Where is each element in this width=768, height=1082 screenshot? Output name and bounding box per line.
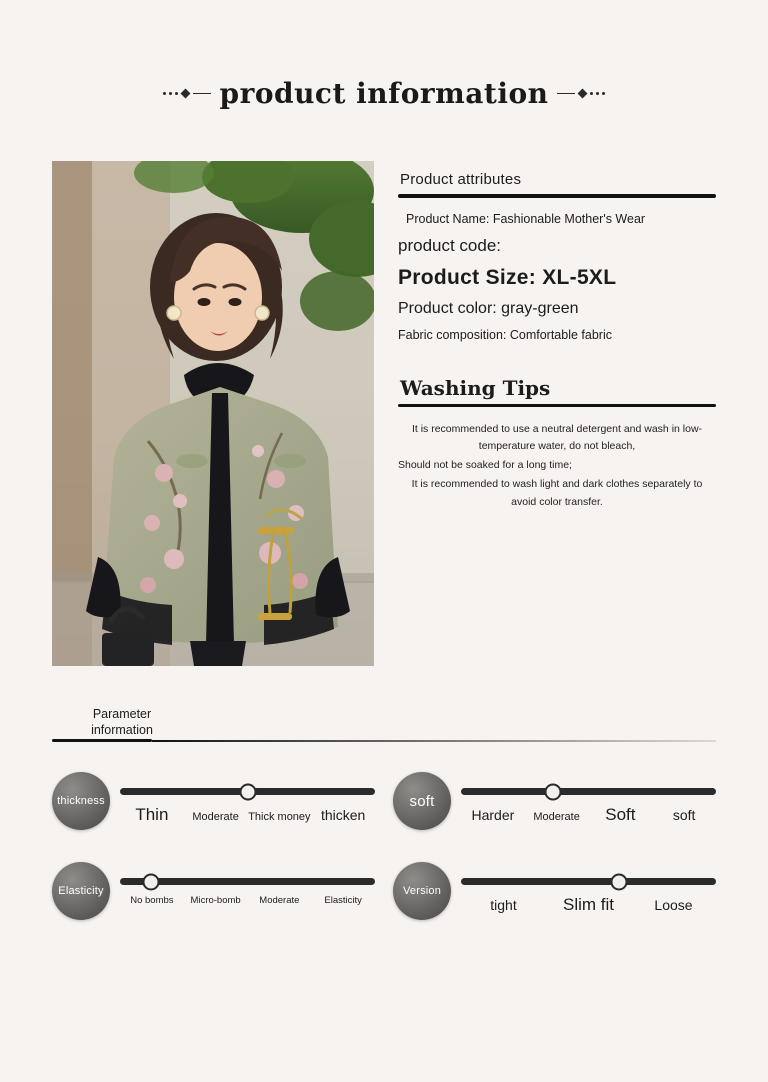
slider-thickness-label-0: Thin: [135, 805, 169, 825]
page-header: [0, 58, 768, 129]
slider-softness-handle[interactable]: [544, 783, 561, 800]
parameter-header: [52, 706, 716, 740]
attribute-product-code: product code:: [398, 235, 502, 255]
slider-softness-label-0: Harder: [471, 807, 515, 824]
header-ornament-left: [163, 90, 211, 97]
slider-elasticity-labels: [120, 895, 375, 906]
slider-softness-label-2: Soft: [605, 805, 636, 825]
washing-tips-title: Washing Tips: [400, 375, 551, 400]
page-title: product information: [219, 76, 549, 110]
slider-elasticity-track-wrap: [120, 862, 375, 906]
slider-elasticity-label-1: Micro-bomb: [190, 895, 241, 907]
parameter-divider: [52, 739, 716, 746]
slider-softness-label-1: Moderate: [533, 811, 580, 824]
washing-tips-body: [398, 421, 716, 512]
attributes-divider: [398, 194, 716, 198]
slider-version[interactable]: [393, 862, 716, 920]
slider-softness-track-wrap: [461, 772, 716, 825]
attribute-product-name: Product Name: Fashionable Mother's Wear: [406, 211, 646, 226]
washing-divider: [398, 404, 716, 407]
attribute-fabric-composition: Fabric composition: Comfortable fabric: [398, 327, 612, 342]
slider-softness-knob-label: soft: [393, 772, 451, 830]
parameter-divider-solid: [52, 739, 152, 742]
slider-elasticity-label-3: Elasticity: [324, 895, 362, 907]
slider-elasticity[interactable]: [52, 862, 375, 920]
attributes-title: Product attributes: [400, 170, 522, 188]
slider-elasticity-track[interactable]: [120, 878, 375, 885]
header-ornament-right: [557, 90, 605, 97]
product-photo: [52, 161, 374, 666]
parameter-information-label: [74, 706, 170, 740]
washing-line-1: It is recommended to use a neutral detergent and wash in low-temperature water, do not bleach,: [411, 422, 703, 452]
washing-line-3: It is recommended to wash light and dark clothes separately to avoid color transfer.: [411, 478, 703, 508]
slider-thickness-track[interactable]: [120, 788, 375, 795]
line-left: [193, 93, 211, 94]
diamond-right-icon: [577, 88, 587, 98]
slider-version-label-2: Loose: [654, 897, 693, 914]
slider-thickness-knob-label: thickness: [52, 772, 110, 830]
slider-thickness-labels: [120, 805, 375, 825]
slider-elasticity-label-2: Moderate: [259, 895, 300, 907]
parameter-divider-fade: [152, 740, 716, 742]
slider-version-knob-label: Version: [393, 862, 451, 920]
slider-thickness-label-1: Moderate: [192, 811, 239, 824]
slider-version-labels: [461, 895, 716, 915]
slider-version-label-0: tight: [490, 897, 517, 914]
diamond-left-icon: [181, 88, 191, 98]
parameter-sliders: [52, 772, 716, 920]
parameter-label-line1: Parameter: [92, 706, 152, 721]
slider-version-track-wrap: [461, 862, 716, 915]
slider-softness[interactable]: [393, 772, 716, 830]
slider-thickness[interactable]: [52, 772, 375, 830]
washing-line-2: Should not be soaked for a long time;: [398, 459, 572, 472]
slider-version-handle[interactable]: [611, 873, 628, 890]
slider-elasticity-knob-label: Elasticity: [52, 862, 110, 920]
slider-softness-track[interactable]: [461, 788, 716, 795]
slider-thickness-label-3: thicken: [320, 807, 366, 824]
slider-elasticity-handle[interactable]: [142, 873, 159, 890]
parameter-label-line2: information: [91, 723, 153, 738]
slider-thickness-label-2: Thick money: [248, 811, 311, 824]
slider-thickness-track-wrap: [120, 772, 375, 825]
slider-softness-label-3: soft: [672, 807, 696, 824]
parameter-section: [0, 706, 768, 921]
slider-softness-labels: [461, 805, 716, 825]
product-photo-illustration: [52, 161, 374, 666]
line-right: [557, 93, 575, 94]
slider-version-label-1: Slim fit: [563, 895, 614, 915]
product-content: [0, 161, 768, 666]
slider-elasticity-label-0: No bombs: [130, 895, 174, 907]
attribute-product-size: Product Size: XL-5XL: [398, 265, 617, 289]
dots-right: [590, 92, 605, 95]
dots-left: [163, 92, 178, 95]
product-details: [398, 161, 716, 666]
attribute-product-color: Product color: gray-green: [398, 299, 579, 317]
slider-thickness-handle[interactable]: [239, 783, 256, 800]
slider-version-track[interactable]: [461, 878, 716, 885]
